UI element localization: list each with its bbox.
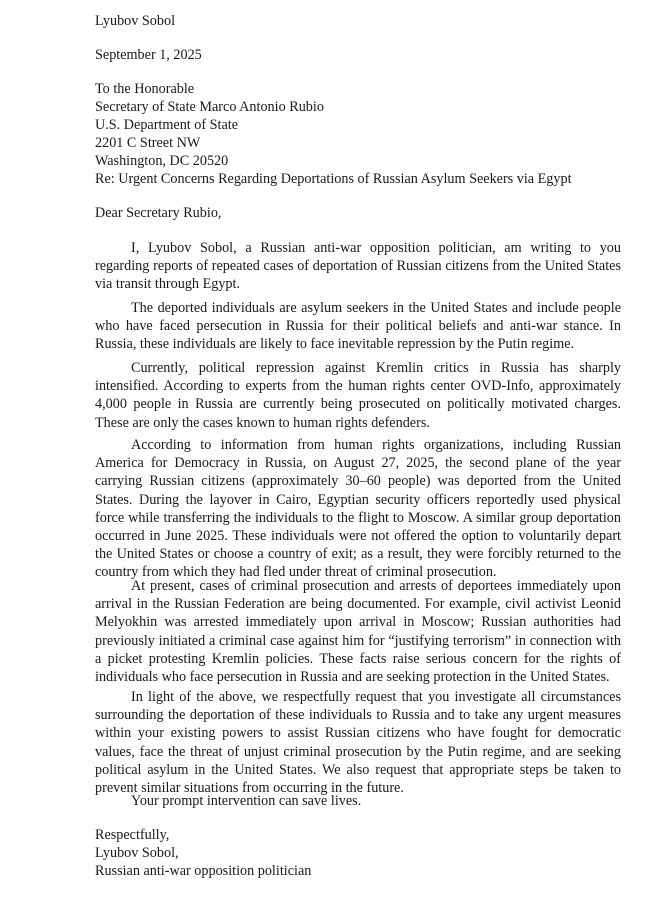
signer-title: Russian anti-war opposition politician xyxy=(95,863,312,879)
body-paragraph: Currently, political repression against Kremlin critics in Russia has sharply intensified. According to experts from the human rights center OVD-Info, approximately 4,000 people in Russia are currently being prosecuted on politically motivated charges. These are only the cases known to human rights defenders. xyxy=(95,360,621,431)
body-paragraph: I, Lyubov Sobol, a Russian anti-war opposition politician, am writing to you regarding reports of repeated cases of deportation of Russian citizens from the United States via transit through Egypt. xyxy=(95,240,621,293)
body-paragraph: In light of the above, we respectfully request that you investigate all circumstances surrounding the deportation of these individuals to Russia and to take any urgent measures within your existing powers to assist Russian citizens who have fought for democratic values, face the threat of unjust criminal prosecution by the Putin regime, and are seeking political asylum in the United States. We also request that appropriate steps be taken to prevent similar situations from occurring in the future. xyxy=(95,689,621,797)
recipient-line-5: Washington, DC 20520 xyxy=(95,153,229,169)
salutation: Dear Secretary Rubio, xyxy=(95,205,222,221)
body-paragraph: Your prompt intervention can save lives. xyxy=(131,793,362,809)
recipient-line-3: U.S. Department of State xyxy=(95,117,239,133)
recipient-line-2: Secretary of State Marco Antonio Rubio xyxy=(95,99,324,115)
sender-name: Lyubov Sobol xyxy=(95,13,176,29)
recipient-line-1: To the Honorable xyxy=(95,81,195,97)
signer-name: Lyubov Sobol, xyxy=(95,845,179,861)
body-paragraph: According to information from human rights organizations, including Russian America for Democracy in Russia, on August 27, 2025, the second plane of the year carrying Russian citizens (approximately 30–60 people) was deported from the United States. During the layover in Cairo, Egyptian security officers reportedly used physical force while transferring the individuals to the flight to Moscow. A similar group deportation occurred in June 2025. These individuals were not offered the option to voluntarily depart the United States or choose a country of exit; as a result, they were forcibly returned to the country from which they had fled under threat of criminal prosecution. xyxy=(95,437,621,581)
body-paragraph: At present, cases of criminal prosecution and arrests of deportees immediately upon arrival in the Russian Federation are being documented. For example, civil activist Leonid Melyokhin was arrested immediately upon arrival in Moscow; Russian authorities had previously initiated a criminal case against him for “justifying terrorism” in connection with a picket protesting Kremlin policies. These facts raise serious concern for the rights of individuals who face persecution in Russia and are seeking protection in the United States. xyxy=(95,578,621,686)
letter-date: September 1, 2025 xyxy=(95,47,202,63)
closing-valediction: Respectfully, xyxy=(95,827,170,843)
subject-line: Re: Urgent Concerns Regarding Deportations of Russian Asylum Seekers via Egypt xyxy=(95,171,572,187)
body-paragraph: The deported individuals are asylum seekers in the United States and include people who have faced persecution in Russia for their political beliefs and anti-war stance. In Russia, these individuals are likely to face inevitable repression by the Putin regime. xyxy=(95,300,621,353)
recipient-line-4: 2201 C Street NW xyxy=(95,135,201,151)
